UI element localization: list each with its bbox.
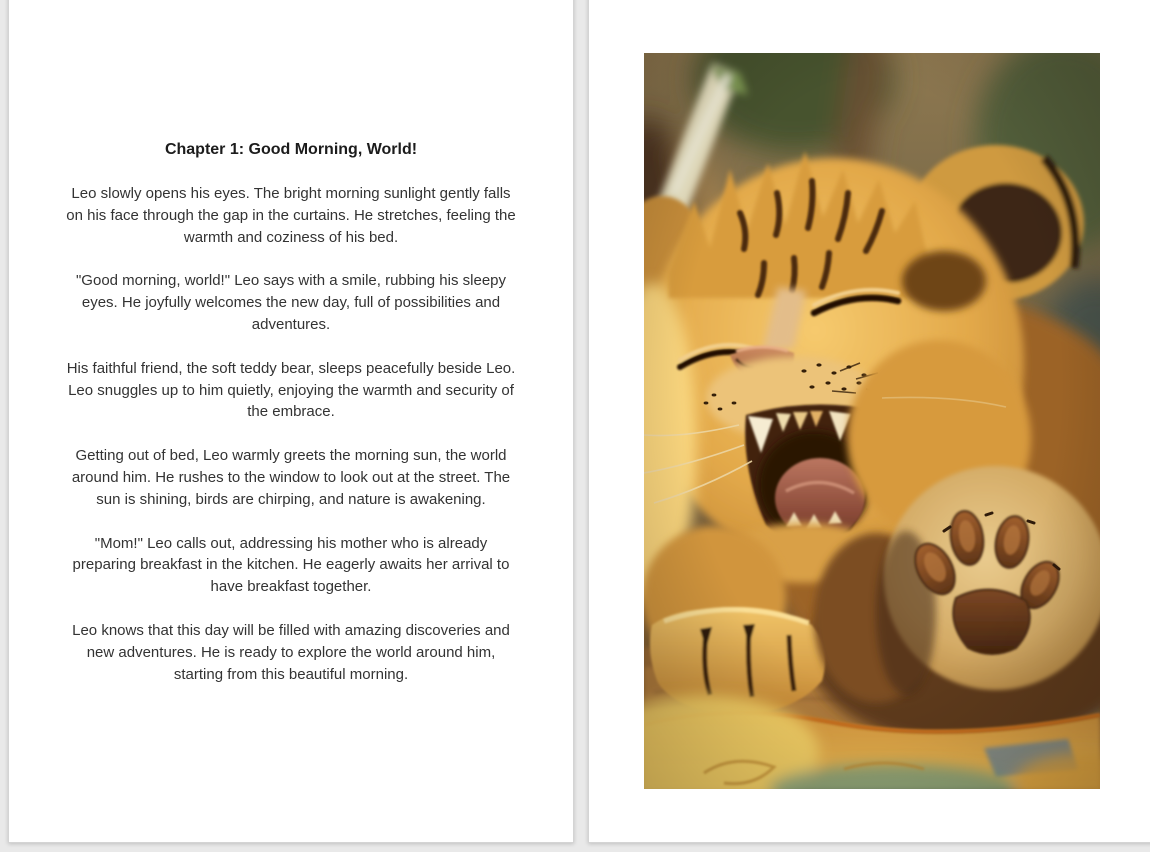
story-paragraph: "Good morning, world!" Leo says with a smile, rubbing his sleepy eyes. He joyfully welcomes the new day, full of possibilities and adventures. [75, 272, 507, 333]
book-page-right[interactable] [588, 0, 1150, 843]
story-paragraph: His faithful friend, the soft teddy bear, sleeps peacefully beside Leo. Leo snuggles up to him quietly, enjoying the warmth and security of the embrace. [66, 359, 516, 421]
story-paragraph: Leo slowly opens his eyes. The bright morning sunlight gently falls on his face through the gap in the curtains. He stretches, feeling the warmth and coziness of his bed. [66, 185, 516, 246]
book-page-left[interactable] [8, 0, 574, 843]
chapter-text-block [65, 139, 517, 685]
story-paragraph: "Mom!" Leo calls out, addressing his mother who is already preparing breakfast in the kitchen. He eagerly awaits her arrival to have breakfast together. [72, 534, 510, 596]
lion-cub-illustration[interactable] [644, 53, 1100, 789]
lion-cub-art [644, 53, 1100, 789]
story-paragraph: Leo knows that this day will be filled with amazing discoveries and new adventures. He is ready to explore the world around him, starting from this beautiful morning. [72, 621, 510, 683]
story-paragraph: Getting out of bed, Leo warmly greets the morning sun, the world around him. He rushes to the window to look out at the street. The sun is shining, birds are chirping, and nature is awakening. [71, 447, 511, 508]
chapter-title: Chapter 1: Good Morning, World! [164, 141, 418, 158]
